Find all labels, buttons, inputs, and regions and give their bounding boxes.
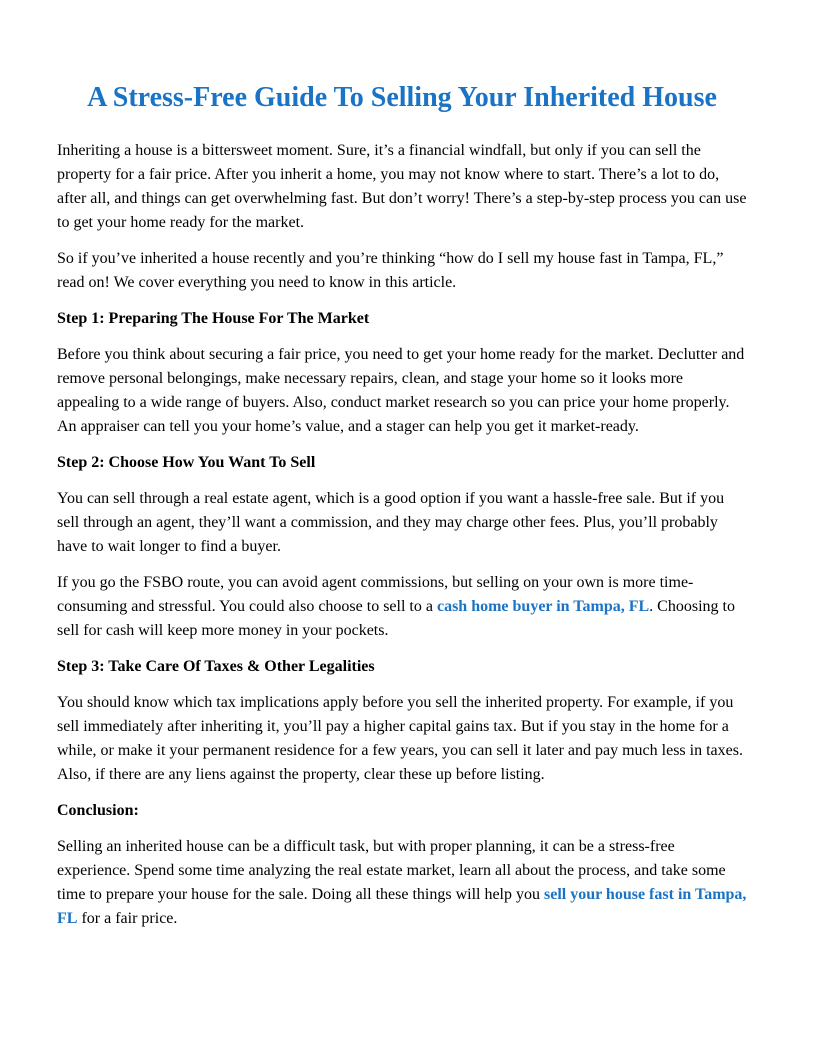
step-3-heading: Step 3: Take Care Of Taxes & Other Legalities <box>57 658 375 675</box>
step-2-paragraph-1: You can sell through a real estate agent, which is a good option if you want a hassle-free sale. But if you sell through an agent, they’ll want a commission, and they may charge other fees. Plus, you’ll probably have to wait longer to find a buyer. <box>57 490 725 555</box>
cash-home-buyer-link[interactable]: cash home buyer in Tampa, FL <box>436 598 650 615</box>
conclusion-text-start: Selling an inherited house can be a difficult task, but with proper planning, it can be a stress-free experience. Spend some time analyzing the real estate market, learn all about the process, and take some time to prepare your house for the sale. Doing all these things will help you <box>57 838 726 903</box>
step-2-heading: Step 2: Choose How You Want To Sell <box>57 454 316 471</box>
sell-house-fast-link[interactable]: sell your house fast in Tampa, FL <box>57 886 747 927</box>
intro-paragraph-1: Inheriting a house is a bittersweet moment. Sure, it’s a financial windfall, but only if you can sell the property for a fair price. After you inherit a home, you may not know where to start. There’s a lot to do, after all, and things can get overwhelming fast. But don’t worry! There’s a step-by-step process you can use to get your home ready for the market. <box>57 142 747 231</box>
step-2-paragraph-2-text-end: . Choosing to sell for cash will keep more money in your pockets. <box>57 598 735 639</box>
intro-paragraph-2: So if you’ve inherited a house recently and you’re thinking “how do I sell my house fast in Tampa, FL,” read on! We cover everything you need to know in this article. <box>57 250 724 291</box>
step-2-paragraph-2 <box>57 571 747 643</box>
document-page <box>57 78 747 943</box>
step-1-paragraph: Before you think about securing a fair price, you need to get your home ready for the market. Declutter and remove personal belongings, make necessary repairs, clean, and stage your home so it looks more appealing to a wide range of buyers. Also, conduct market research so you can price your home properly. An appraiser can tell you your home’s value, and a stager can help you get it market-ready. <box>57 346 745 435</box>
conclusion-paragraph <box>57 835 747 931</box>
conclusion-text-end: for a fair price. <box>77 910 178 927</box>
page-title: A Stress-Free Guide To Selling Your Inherited House <box>87 82 717 113</box>
step-1-heading: Step 1: Preparing The House For The Market <box>57 310 370 327</box>
step-3-paragraph: You should know which tax implications apply before you sell the inherited property. For example, if you sell immediately after inheriting it, you’ll pay a higher capital gains tax. But if you stay in the home for a while, or make it your permanent residence for a few years, you can sell it later and pay much less in taxes. Also, if there are any liens against the property, clear these up before listing. <box>57 694 743 783</box>
conclusion-heading: Conclusion: <box>57 802 139 819</box>
step-2-paragraph-2-text-start: If you go the FSBO route, you can avoid agent commissions, but selling on your own is more time-consuming and stressful. You could also choose to sell to a <box>57 574 694 615</box>
